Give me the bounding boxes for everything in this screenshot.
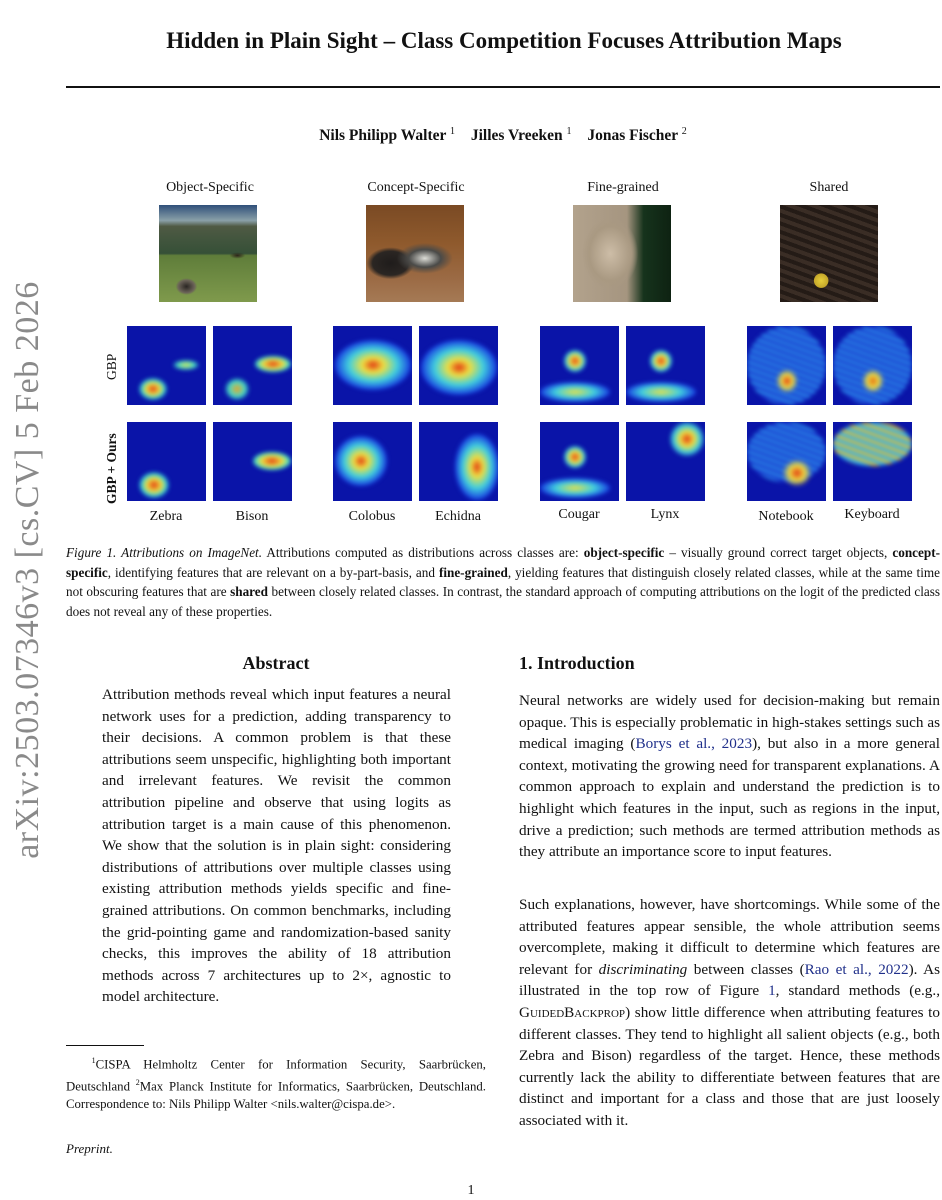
heatmap-ours-lynx	[626, 422, 705, 501]
class-label: Cougar	[558, 507, 600, 522]
author: Jilles Vreeken $^1$	[470, 126, 572, 145]
heatmap-gbp-cougar	[540, 326, 619, 405]
row-label-gbp: GBP	[104, 353, 119, 380]
class-label: Notebook	[758, 509, 814, 524]
input-image-cougar	[573, 205, 671, 302]
preprint-note: Preprint.	[66, 1141, 113, 1156]
heatmap-gbp-bison	[213, 326, 292, 405]
heatmap-ours-cougar	[540, 422, 619, 501]
figure-group-heading: Fine-grained	[587, 180, 659, 195]
paper-title: Hidden in Plain Sight – Class Competition Focuses Attribution Maps	[166, 28, 842, 53]
input-image-echidna	[366, 205, 464, 302]
input-image-keyboard	[780, 205, 878, 302]
heatmap-gbp-zebra	[127, 326, 206, 405]
row-label-gbp-ours: GBP + Ours	[104, 433, 119, 504]
title-rule	[66, 86, 940, 88]
arxiv-stamp	[8, 250, 48, 890]
figure-group-heading: Concept-Specific	[367, 180, 465, 195]
citation-link[interactable]: Rao et al., 2022	[804, 960, 909, 978]
figure-group-heading: Shared	[809, 180, 849, 195]
figure-caption: Figure 1. Attributions on ImageNet. Attributions computed as distributions across classes are: object-specific – visually ground correct target objects, concept-specific, identifying features that are relevant on a by-part-basis, and fine-grained, yielding features that distinguish closely related classes, while at the same time not obscuring features that are shared between closely related classes. In contrast, the standard approach of computing attributions on the logit of the predicted class does not reveal any of these properties.	[66, 545, 941, 619]
heatmap-gbp-echidna	[419, 326, 498, 405]
heatmap-gbp-notebook	[747, 326, 826, 405]
class-label: Colobus	[348, 509, 396, 524]
class-label: Bison	[235, 509, 269, 524]
heatmap-ours-colobus	[333, 422, 412, 501]
figure-reference-link[interactable]: 1	[768, 982, 776, 1000]
class-label: Zebra	[149, 509, 183, 524]
heatmap-ours-echidna	[419, 422, 498, 501]
heatmap-gbp-keyboard	[833, 326, 912, 405]
affiliations-footnote: $^1$CISPA Helmholtz Center for Information Security, Saarbrücken, Deutschland $^2$Max Planck Institute for Informatics, Saarbrücken, Deutschland. Correspondence to: Nils Philipp Walter <nils.walter@cispa.de>.	[66, 1056, 486, 1111]
class-label: Lynx	[650, 507, 680, 522]
introduction-heading: 1. Introduction	[519, 653, 635, 673]
heatmap-ours-bison	[213, 422, 292, 501]
arxiv-stamp-text: arXiv:2503.07346v3 [cs.CV] 5 Feb 2026	[9, 281, 46, 859]
author: Nils Philipp Walter $^1$	[319, 126, 455, 145]
page-number: 1	[467, 1183, 475, 1198]
caption-label: Figure 1. Attributions on ImageNet.	[66, 545, 263, 560]
citation-link[interactable]: Borys et al., 2023	[635, 735, 753, 753]
heatmap-ours-notebook	[747, 422, 826, 501]
intro-paragraph-2: Such explanations, however, have shortcomings. While some of the attributed features appear sensible, the whole attribution seems overcomplete, making it difficult to determine which features are relevant for discriminating between classes (Rao et al., 2022). As illustrated in the top row of Figure 1, standard methods (e.g., GuidedBackprop) show little difference when attributing features to different classes. They tend to highlight all salient objects (e.g., both Zebra and Bison) regardless of the target. Hence, these methods currently lack the ability to differentiate between features that are distinct and important for a class and those that are just loosely associated with it.	[519, 896, 940, 1129]
heatmap-gbp-colobus	[333, 326, 412, 405]
heatmap-ours-zebra	[127, 422, 206, 501]
heatmap-ours-keyboard	[833, 422, 912, 501]
figure-group-heading: Object-Specific	[166, 180, 254, 195]
abstract-heading: Abstract	[242, 653, 310, 673]
class-label: Keyboard	[844, 507, 900, 522]
author-list	[66, 126, 940, 145]
heatmap-gbp-lynx	[626, 326, 705, 405]
class-label: Echidna	[435, 509, 481, 524]
input-image-zebra	[159, 205, 257, 302]
intro-paragraph-1: Neural networks are widely used for decision-making but remain opaque. This is especially problematic in high-stakes settings such as medical imaging (Borys et al., 2023), but also in a more general context, motivating the growing need for transparent explanations. A common approach to explain and understand the prediction is to highlight which features in the input, such as regions in the input, drive a prediction; such methods are termed attribution methods as they attribute an importance score to input features.	[519, 692, 940, 861]
method-name: GuidedBackprop	[519, 1003, 626, 1021]
author: Jonas Fischer $^2$	[587, 126, 687, 145]
footnote-rule	[66, 1045, 144, 1046]
abstract-body: Attribution methods reveal which input features a neural network uses for a prediction, adding transparency to their decisions. A common problem is that these attributions seem unspecific, highlighting both important and irrelevant features. We revisit the common attribution pipeline and observe that using logits as attribution target is a main cause of this phenomenon. We show that the solution is in plain sight: considering distributions of attributions over multiple classes using existing attribution methods yields specific and fine-grained attributions. On common benchmarks, including the grid-pointing game and randomization-based sanity checks, this improves the ability of 18 attribution methods across 7 architectures up to 2×, agnostic to model architecture.	[102, 686, 451, 1006]
